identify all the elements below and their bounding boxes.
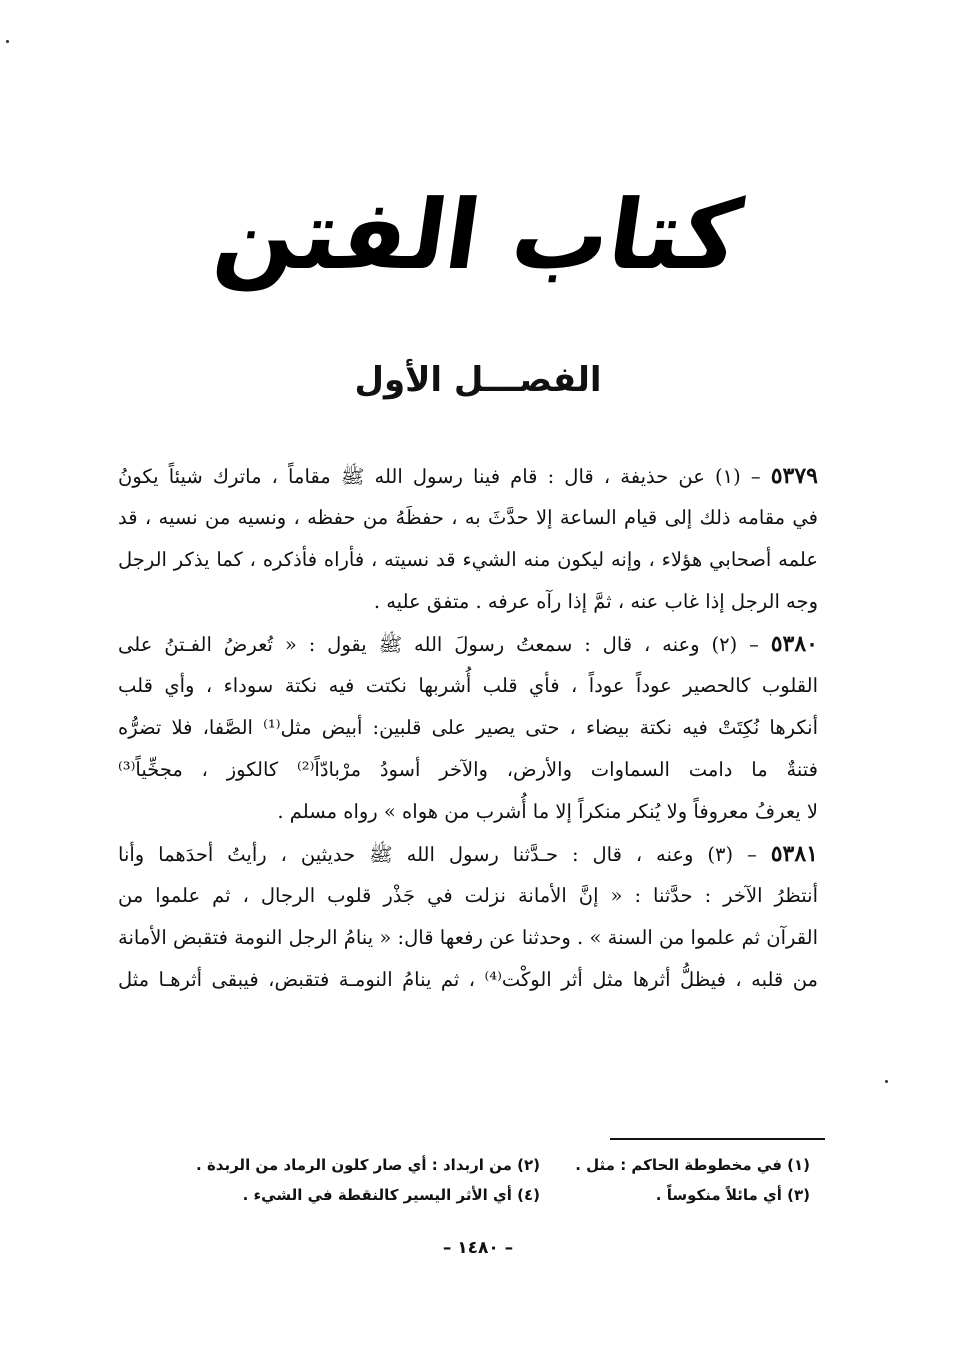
text-line <box>118 455 818 497</box>
text-line: علمه أصحابي هؤلاء ، وإنه ليكون منه الشيء قد نسيته ، فأراه فأذكره ، كما يذكر الرجل <box>118 548 818 571</box>
book-title: كتاب الفتن <box>207 179 749 291</box>
text-line: أنكرها نُكِتَتْ فيه نكتة بيضاء ، حتى يصير على قلبين: أبيض مثل⁽¹⁾ الصَّفا، فلا تضرُّه <box>118 716 818 739</box>
footnote-1: (١) في مخطوطة الحاكم : مثل . <box>575 1156 810 1174</box>
hadith-number: ٥٣٨٠ <box>770 631 818 657</box>
text-line: أنتظرُ الآخر : حدَّثنا : « إنَّ الأمانة نزلت في جَذْر قلوب الرجال ، ثم علموا من <box>118 884 818 907</box>
text-line: القلوب كالحصير عوداً عوداً ، فأي قلب أُشربها نكتت فيه نكتة سوداء ، وأي قلب <box>118 674 818 697</box>
line-text: – (٢) وعنه ، قال : سمعتُ رسولَ الله ﷺ يقول : « تُعرضُ الفـتنُ على <box>118 633 759 656</box>
scan-speck <box>6 40 9 43</box>
chapter-title: الفصـــل الأول <box>354 360 602 400</box>
line-text: – (١) عن حذيفة ، قال : قام فينا رسول الله ﷺ مقاماً ، ماترك شيئاً يكونُ <box>118 465 761 488</box>
text-line <box>118 833 818 875</box>
text-line: وجه الرجل إذا غاب عنه ، ثمَّ إذا رآه عرفه . متفق عليه . <box>373 590 818 613</box>
text-line: القرآن ثم علموا من السنة » . وحدثنا عن رفعها قال: « ينامُ الرجل النومة فتقبض الأمانة <box>118 926 818 949</box>
scan-speck <box>885 1080 888 1083</box>
text-line: من قلبه ، فيظلُّ أثرها مثل أثر الوكْت⁽⁴⁾ ، ثم ينامُ النومـة فتقبض، فيبقى أثرهـا مثل <box>118 968 818 991</box>
footnote-divider <box>610 1138 825 1140</box>
hadith-number: ٥٣٨١ <box>770 841 818 867</box>
text-line <box>118 623 818 665</box>
hadith-body <box>118 455 818 1001</box>
hadith-number: ٥٣٧٩ <box>770 463 818 489</box>
text-line: في مقامه ذلك إلى قيام الساعة إلا حدَّثَ به ، حفظَهُ من حفظه ، ونسيه من نسيه ، قد <box>118 506 818 529</box>
text-line: فتنةٌ ما دامت السماوات والأرض، والآخر أسودُ مرْبادّاً⁽²⁾ كالكوز ، مجخِّياً⁽³⁾ <box>118 758 818 781</box>
page-number: – ١٤٨٠ – <box>442 1238 514 1258</box>
line-text: – (٣) وعنه ، قال : حـدَّثنا رسول الله ﷺ حديثين ، رأيتُ أحدَهما وأنا <box>118 843 757 866</box>
footnote-2: (٢) من اربداد : أي صار كلون الرماد من الربدة . <box>196 1156 540 1174</box>
footnote-row <box>130 1150 810 1180</box>
footnotes <box>130 1150 810 1210</box>
text-line: لا يعرفُ معروفاً ولا يُنكر منكراً إلا ما أُشرب من هواه » رواه مسلم . <box>277 800 818 823</box>
footnote-3: (٣) أي مائلاً منكوساً . <box>655 1186 810 1204</box>
footnote-4: (٤) أي الأثر اليسير كالنقطة في الشيء . <box>242 1186 540 1204</box>
footnote-row <box>130 1180 810 1210</box>
